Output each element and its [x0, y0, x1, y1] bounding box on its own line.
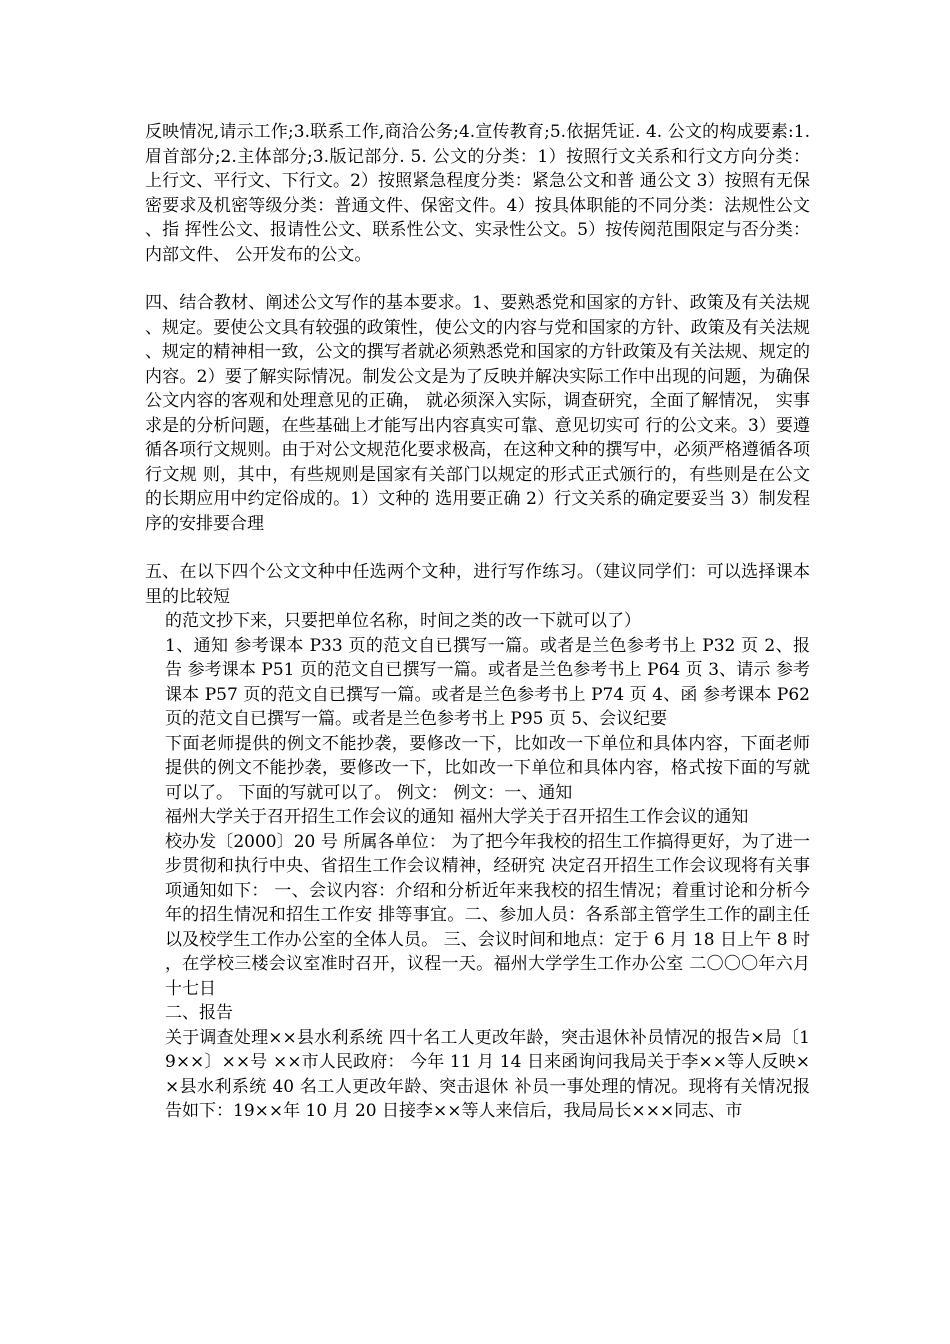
paragraph-notice-body: 校办发〔2000〕20 号 所属各单位： 为了把今年我校的招生工作搞得更好，为了进一步贯彻和执行中央、省招生工作会议精神，经研究 决定召开招生工作会议现将有关事项通知如下： 一、会议内容：介绍和分析近年来我校的招生情况；着重讨论和分析今年的招生情况和招生工作安 排等事宜。二、参加人员：各系部主管学生工作的副主任以及校学生工作办公室的全体人员。 三、会议时间和地点：定于 6 月 18 日上午 8 时 ，在学校三楼会议室准时召开，议程一天。福州大学学生工作办公室 二〇〇〇年六月十七日 — [165, 831, 810, 999]
paragraph-exercise-list: 1、通知 参考课本 P33 页的范文自已撰写一篇。或者是兰色参考书上 P32 页 2、报告 参考课本 P51 页的范文自已撰写一篇。或者是兰色参考书上 P64 页 3、请示 参考课本 P57 页的范文自已撰写一篇。或者是兰色参考书上 P74 页 4、函 参考课本 P62 页的范文自已撰写一篇。或者是兰色参考书上 P95 页 5、会议纪要 — [165, 635, 810, 729]
paragraph-notice-title: 福州大学关于召开招生工作会议的通知 福州大学关于召开招生工作会议的通知 — [165, 807, 749, 827]
paragraph-gap — [145, 536, 810, 560]
paragraph-exercise-note: 的范文抄下来，只要把单位名称，时间之类的改一下就可以了） — [165, 611, 641, 631]
paragraph-exercise-heading: 五、在以下四个公文文种中任选两个文种，进行写作练习。（建议同学们：可以选择课本里的比较短 — [145, 562, 810, 607]
paragraph-report-heading: 二、报告 — [165, 1003, 233, 1023]
paragraph-writing-requirements: 四、结合教材、阐述公文写作的基本要求。1、要熟悉党和国家的方针、政策及有关法规、规定。要使公文具有较强的政策性，使公文的内容与党和国家的方针、政策及有关法规、规定的精神相一致，公文的撰写者就必须熟悉党和国家的方针政策及有关法规、规定的内容。2）要了解实际情况。制发公文是为了反映并解决实际工作中出现的问题，为确保公文内容的客观和处理意见的正确， 就必须深入实际，调查研究，全面了解情况， 实事求是的分析问题，在些基础上才能写出内容真实可靠、意见切实可 行的公文来。3）要遵循各项行文规则。由于对公文规范化要求极高，在这种文种的撰写中，必须严格遵循各项行文规 则，其中，有些规则是国家有关部门以规定的形式正式颁行的，有些则是在公文的长期应用中约定俗成的。1）文种的 选用要正确 2）行文关系的确定要妥当 3）制发程序的安排要合理 — [145, 293, 810, 534]
paragraph-document-types: 反映情况,请示工作;3.联系工作,商洽公务;4.宣传教育;5.依据凭证. 4. 公文的构成要素:1.眉首部分;2.主体部分;3.版记部分. 5. 公文的分类：1）按照行文关系和行文方向分类：上行文、平行文、下行文。2）按照紧急程度分类：紧急公文和普 通公文 3）按照有无保密要求及机密等级分类：普通文件、保密文件。4）按具体职能的不同分类：法规性公文、指 挥性公文、报请性公文、联系性公文、实录性公文。5）按传阅范围限定与否分类： 内部文件、 公开发布的公文。 — [145, 122, 810, 265]
paragraph-report-body: 关于调查处理××县水利系统 四十名工人更改年龄，突击退休补员情况的报告×局〔19××〕××号 ××市人民政府： 今年 11 月 14 日来函询问我局关于李××等人反映××县水利系统 40 名工人更改年龄、突击退休 补员一事处理的情况。现将有关情况报告如下：19××年 10 月 20 日接李××等人来信后，我局局长×××同志、市 — [165, 1027, 810, 1121]
document-page — [145, 120, 810, 1124]
paragraph-example-intro: 下面老师提供的例文不能抄袭，要修改一下，比如改一下单位和具体内容，下面老师提供的例文不能抄袭，要修改一下，比如改一下单位和具体内容，格式按下面的写就可以了。 下面的写就可以了。 例文： 例文：一、通知 — [165, 733, 810, 803]
paragraph-gap — [145, 267, 810, 291]
